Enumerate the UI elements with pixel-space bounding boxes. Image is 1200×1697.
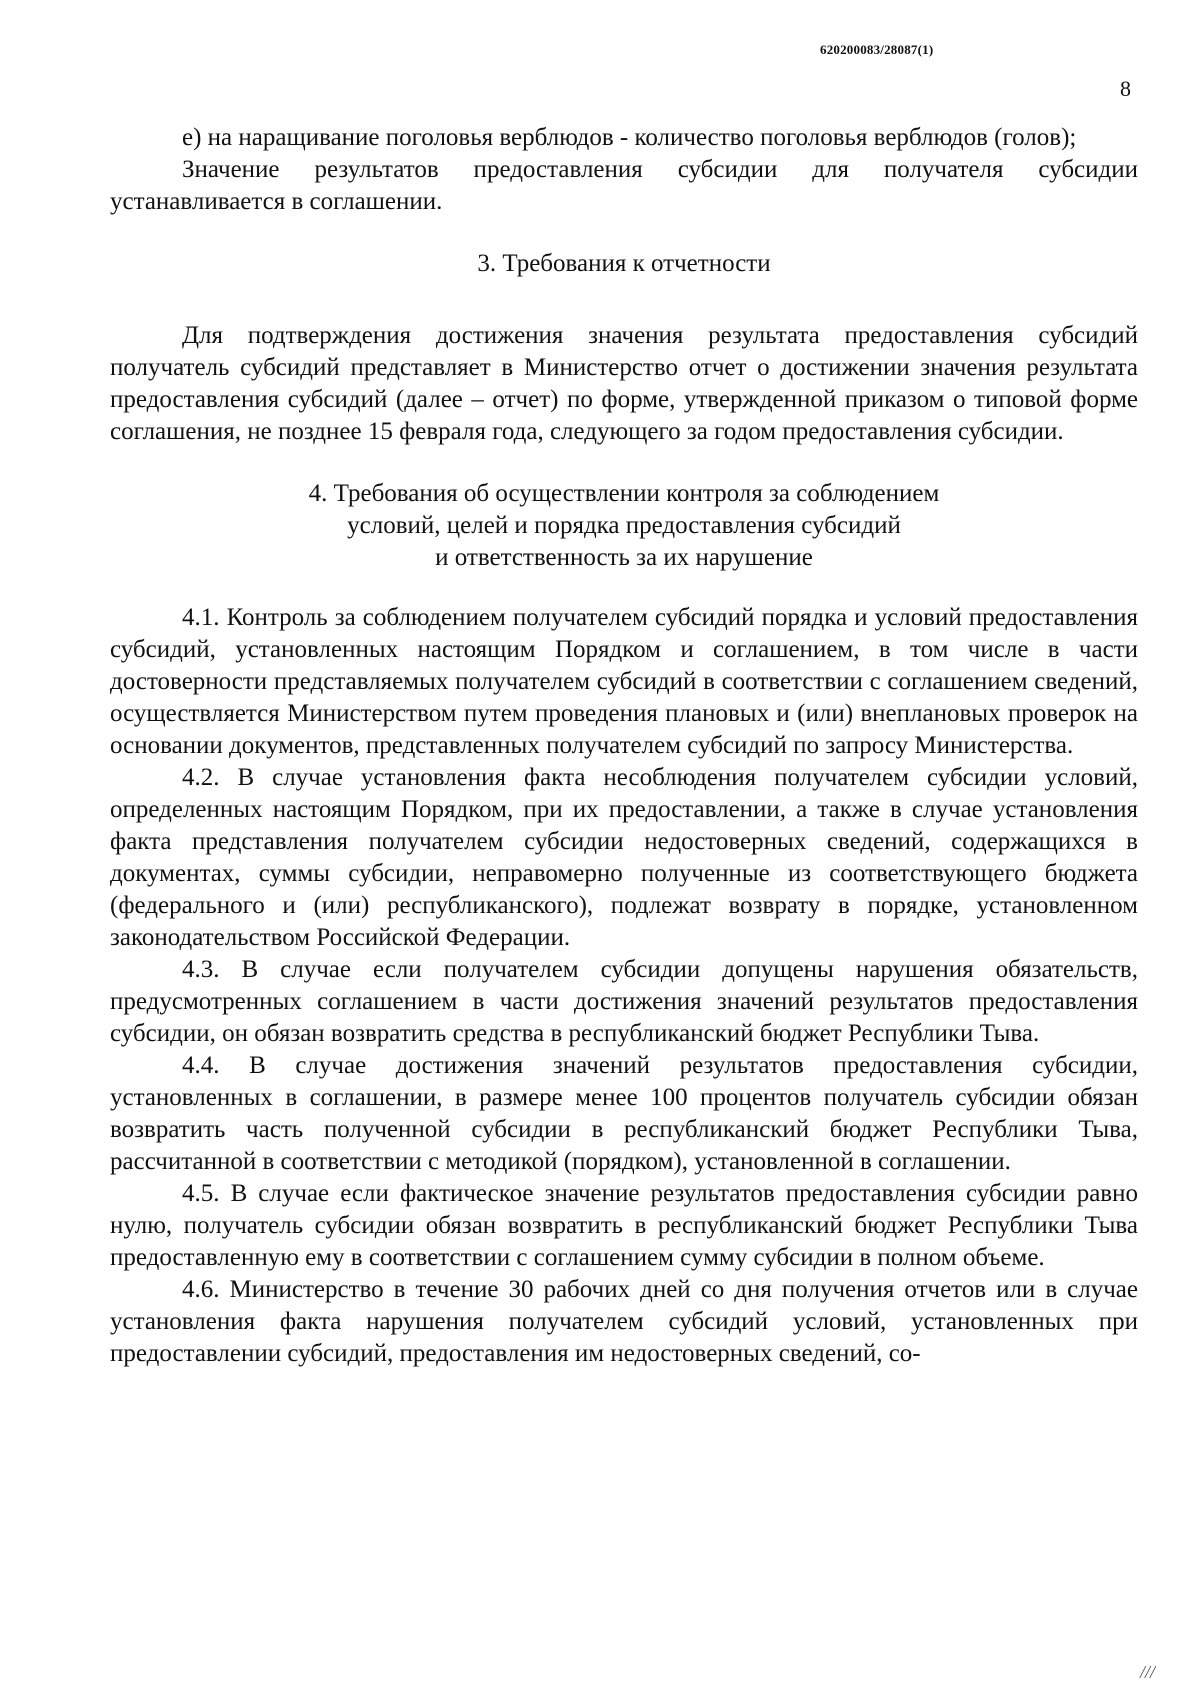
document-body [110, 122, 1138, 1370]
section-3-text: Для подтверждения достижения значения результата предоставления субсидий получатель субсидий представляет в Министерство отчет о достижении значения результата предоставления субсидий (далее – отчет) по форме, утвержденной приказом о типовой форме соглашения, не позднее 15 февраля года, следующего за годом предоставления субсидии. [110, 322, 1138, 445]
section-4-title-line-2: условий, целей и порядка предоставления субсидий [347, 512, 901, 539]
item-4-3: 4.3. В случае если получателем субсидии допущены нарушения обязательств, предусмотренных соглашением в части достижения значений результатов предоставления субсидии, он обязан возвратить средства в республиканский бюджет Республики Тыва. [110, 956, 1138, 1047]
item-4-1: 4.1. Контроль за соблюдением получателем субсидий порядка и условий предоставления субсидий, установленных настоящим Порядком и соглашением, в том числе в части достоверности представляемых получателем субсидий в соответствии с соглашением сведений, осуществляется Министерством путем проведения плановых и (или) внеплановых проверок на основании документов, представленных получателем субсидий по запросу Министерства. [110, 604, 1138, 759]
page-number: 8 [1120, 76, 1131, 101]
section-4-title-line-3: и ответственность за их нарушение [435, 544, 813, 571]
handwritten-mark: /// [1140, 1662, 1156, 1682]
paragraph-camels: е) на наращивание поголовья верблюдов - количество поголовья верблюдов (голов); [182, 124, 1077, 151]
item-4-2: 4.2. В случае установления факта несоблюдения получателем субсидии условий, определенных настоящим Порядком, при их предоставлении, а также в случае установления факта представления получателем субсидии недостоверных сведений, содержащихся в документах, суммы субсидии, неправомерно полученные из соответствующего бюджета (федерального и (или) республиканского), подлежат возврату в порядке, установленном законодательством Российской Федерации. [110, 764, 1138, 951]
item-4-4: 4.4. В случае достижения значений результатов предоставления субсидии, установленных в соглашении, в размере менее 100 процентов получатель субсидии обязан возвратить часть полученной субсидии в республиканский бюджет Республики Тыва, рассчитанной в соответствии с методикой (порядком), установленной в соглашении. [110, 1052, 1138, 1175]
document-id: 620200083/28087(1) [820, 42, 934, 57]
section-4-title-line-1: 4. Требования об осуществлении контроля за соблюдением [308, 480, 940, 507]
item-4-6: 4.6. Министерство в течение 30 рабочих дней со дня получения отчетов или в случае установления факта нарушения получателем субсидий условий, установленных при предоставлении субсидий, предоставления им недостоверных сведений, со- [110, 1276, 1138, 1367]
section-3-title: 3. Требования к отчетности [477, 250, 771, 277]
item-4-5: 4.5. В случае если фактическое значение результатов предоставления субсидии равно нулю, получатель субсидии обязан возвратить в республиканский бюджет Республики Тыва предоставленную ему в соответствии с соглашением сумму субсидии в полном объеме. [110, 1180, 1138, 1271]
paragraph-result-value: Значение результатов предоставления субсидии для получателя субсидии устанавливается в соглашении. [110, 156, 1138, 215]
